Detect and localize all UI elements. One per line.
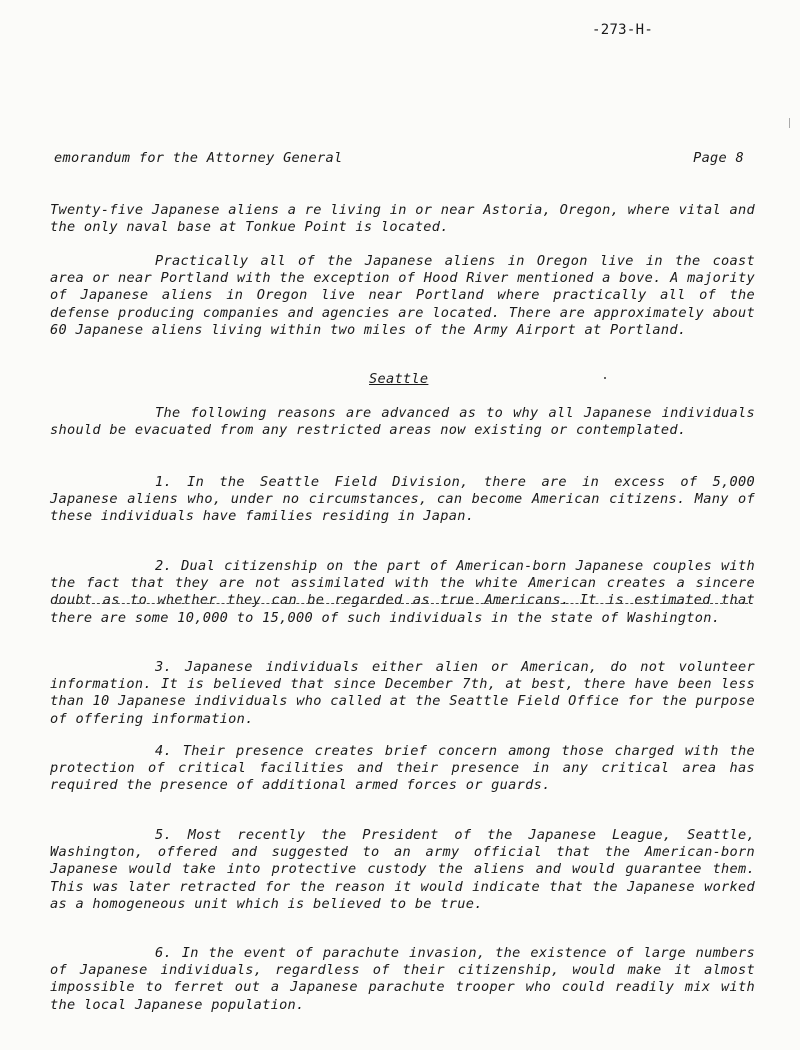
paragraph-seattle-intro: The following reasons are advanced as to why all Japanese individuals should be evacuated from any restricted areas now existing or contemplated. [50, 405, 755, 439]
page-number: -273-H- [592, 22, 654, 38]
paragraph-astoria: Twenty-five Japanese aliens a re living in or near Astoria, Oregon, where vital and the only naval base at Tonkue Point is located. [50, 202, 755, 236]
memo-header [54, 150, 744, 166]
section-heading-seattle: Seattle [369, 371, 429, 387]
paragraph-oregon: Practically all of the Japanese aliens in Oregon live in the coast area or near Portland with the exception of Hood River mentioned a bove. A majority of Japanese aliens in Oregon live near Portland where practically all of the defense producing companies and agencies are located. There are approximately about 60 Japanese aliens living within two miles of the Army Airport at Portland. [50, 253, 755, 338]
paragraph-reason-5: 5. Most recently the President of the Japanese League, Seattle, Washington, offered and suggested to an army official that the American-born Japanese would take into protective custody the aliens and would guarantee them. This was later retracted for the reason it would indicate that the Japanese worked as a homogeneous unit which is believed to be true. [50, 827, 755, 912]
paragraph-reason-2: 2. Dual citizenship on the part of American-born Japanese couples with the fact that they are not assimilated with the white American creates a sincere doubt as to whether they can be regarded as true Americans. It is estimated that there are some 10,000 to 15,000 of such individuals in the state of Washington. [50, 558, 755, 626]
scan-mark [789, 118, 790, 128]
paragraph-reason-6: 6. In the event of parachute invasion, the existence of large numbers of Japanese individuals, regardless of their citizenship, would make it almost impossible to ferret out a Japanese parachute trooper who could readily mix with the local Japanese population. [50, 945, 755, 1013]
paragraph-reason-3: 3. Japanese individuals either alien or American, do not volunteer information. It is believed that since December 7th, at best, there have been less than 10 Japanese individuals who called at the Seattle Field Office for the purpose of offering information. [50, 659, 755, 727]
strike-line [52, 603, 748, 604]
scan-dot [604, 377, 606, 379]
paragraph-reason-1: 1. In the Seattle Field Division, there are in excess of 5,000 Japanese aliens who, under no circumstances, can become American citizens. Many of these individuals have families residing in Japan. [50, 474, 755, 525]
paragraph-reason-4: 4. Their presence creates brief concern among those charged with the protection of critical facilities and their presence in any critical area has required the presence of additional armed forces or guards. [50, 743, 755, 794]
memo-page-label: Page 8 [693, 150, 744, 166]
memo-title: emorandum for the Attorney General [54, 150, 343, 166]
